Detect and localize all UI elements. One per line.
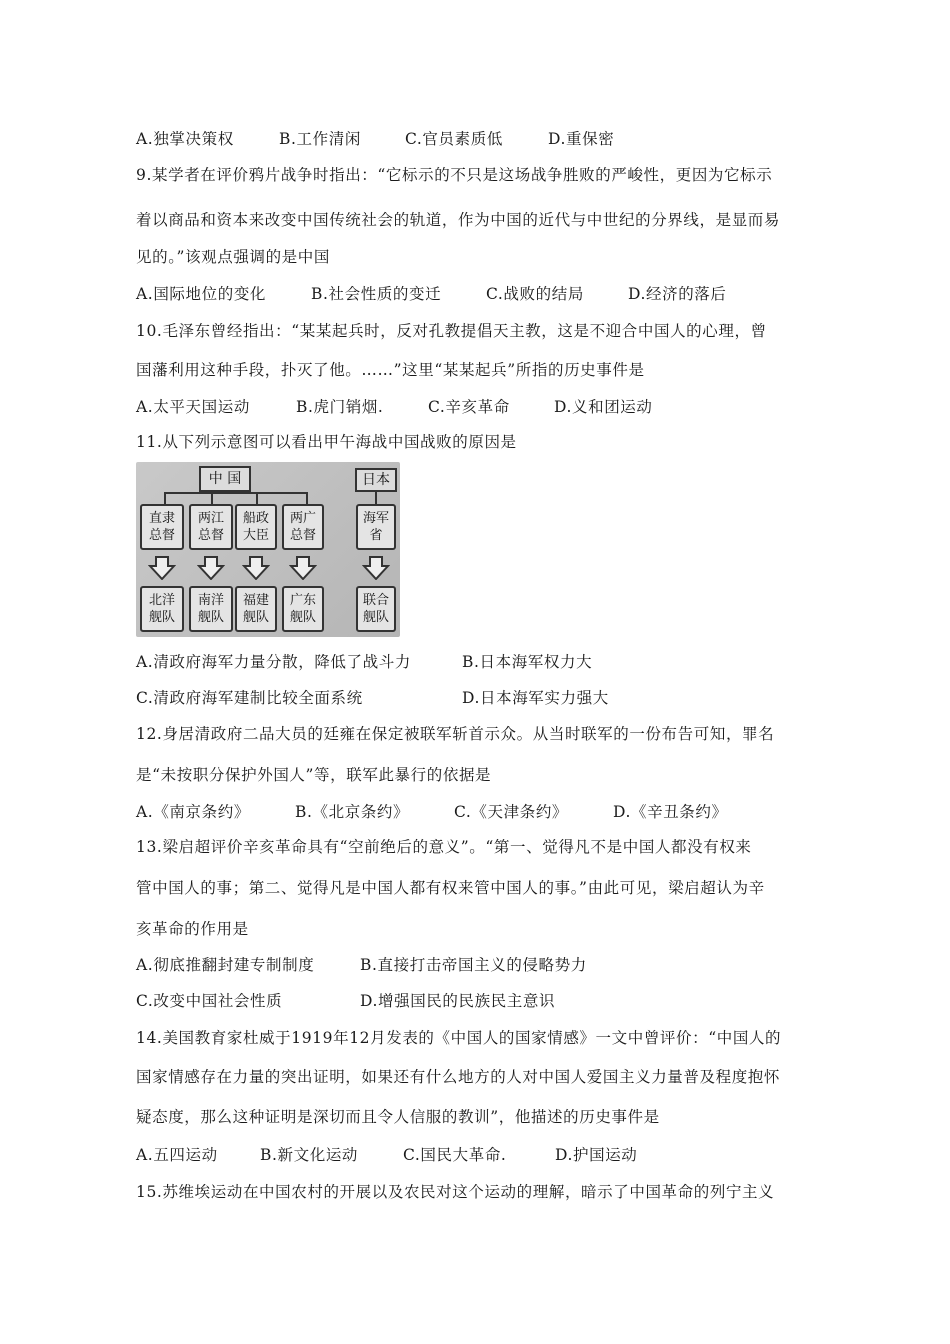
top-box-chuanzheng-line-1: 船政 — [242, 511, 269, 526]
q14-option-b: B.新文化运动 — [260, 1146, 359, 1164]
q15-line-1: 15.苏维埃运动在中国农村的开展以及农民对这个运动的理解，暗示了中国革命的列宁主义 — [136, 1183, 775, 1201]
top-box-haijunsheng-line-2: 省 — [369, 528, 383, 543]
q10-option-c: C.辛亥革命 — [428, 398, 510, 416]
bottom-box-nanyang-line-1: 南洋 — [197, 593, 224, 608]
top-box-haijunsheng — [356, 504, 396, 550]
q9-line-1: 9.某学者在评价鸦片战争时指出：“它标示的不只是这场战争胜败的严峻性，更因为它标示 — [136, 166, 773, 184]
q11-option-d: D.日本海军实力强大 — [462, 689, 609, 707]
bottom-box-nanyang-line-2: 舰队 — [197, 610, 224, 625]
q9-option-b: B.社会性质的变迁 — [311, 285, 442, 303]
q13-line-3: 亥革命的作用是 — [136, 920, 249, 938]
bottom-box-guangdong-line-2: 舰队 — [289, 610, 316, 625]
q13-option-b: B.直接打击帝国主义的侵略势力 — [360, 956, 587, 974]
top-box-lianguang-line-2: 总督 — [289, 528, 316, 543]
q14-line-3: 疑态度，那么这种证明是深切而且令人信服的教训”，他描述的历史事件是 — [136, 1108, 660, 1126]
q13-option-a: A.彻底推翻封建专制制度 — [136, 956, 315, 974]
q14-line-1: 14.美国教育家杜威于1919年12月发表的《中国人的国家情感》一文中曾评价：“中国人的 — [136, 1029, 782, 1047]
navy-structure-diagram — [136, 462, 400, 637]
q10-line-1: 10.毛泽东曾经指出：“某某起兵时，反对孔教提倡天主教，这是不迎合中国人的心理，曾 — [136, 322, 767, 340]
q8-options — [136, 127, 614, 149]
q12-option-a: A.《南京条约》 — [136, 803, 250, 821]
q8-option-c: C.官员素质低 — [405, 130, 503, 148]
q8-option-d: D.重保密 — [548, 130, 615, 148]
china-connector-bar — [164, 492, 308, 494]
top-box-lianguang — [282, 504, 324, 550]
q10-option-a: A.太平天国运动 — [136, 398, 250, 416]
q9-line-3: 见的。”该观点强调的是中国 — [136, 248, 330, 266]
bottom-box-lianhe-line-2: 舰队 — [362, 610, 389, 625]
down-arrow-icon — [242, 556, 270, 580]
china-label-box: 中 国 — [199, 466, 251, 492]
bottom-box-fujian-line-1: 福建 — [242, 593, 269, 608]
bottom-box-beiyang — [140, 586, 184, 632]
bottom-box-fujian — [235, 586, 277, 632]
bottom-box-nanyang — [189, 586, 233, 632]
top-box-zhili-line-2: 总督 — [148, 528, 175, 543]
q11-option-c: C.清政府海军建制比较全面系统 — [136, 689, 363, 707]
q9-line-2: 着以商品和资本来改变中国传统社会的轨道，作为中国的近代与中世纪的分界线，是显而易 — [136, 211, 781, 229]
q13-line-2: 管中国人的事；第二、觉得凡是中国人都有权来管中国人的事。”由此可见，梁启超认为辛 — [136, 879, 765, 897]
bottom-box-lianhe — [356, 586, 396, 632]
bottom-box-beiyang-line-1: 北洋 — [148, 593, 175, 608]
q11-options-row-1 — [136, 650, 592, 672]
q9-option-a: A.国际地位的变化 — [136, 285, 267, 303]
q8-option-b: B.工作清闲 — [279, 130, 361, 148]
q10-option-d: D.义和团运动 — [554, 398, 653, 416]
q14-options — [136, 1143, 637, 1165]
bottom-box-fujian-line-2: 舰队 — [242, 610, 269, 625]
q14-option-a: A.五四运动 — [136, 1146, 218, 1164]
top-box-lianguang-line-1: 两广 — [289, 511, 316, 526]
bottom-box-beiyang-line-2: 舰队 — [148, 610, 175, 625]
q9-option-c: C.战败的结局 — [486, 285, 584, 303]
top-box-zhili — [140, 504, 184, 550]
q14-option-d: D.护国运动 — [555, 1146, 638, 1164]
bottom-box-guangdong-line-1: 广东 — [289, 593, 316, 608]
q12-options — [136, 800, 728, 822]
top-box-haijunsheng-line-1: 海军 — [362, 511, 389, 526]
q13-options-row-1 — [136, 953, 587, 975]
top-box-chuanzheng — [235, 504, 277, 550]
down-arrow-icon — [148, 556, 176, 580]
top-box-liangjiang — [189, 504, 233, 550]
q12-option-b: B.《北京条约》 — [295, 803, 410, 821]
q12-option-c: C.《天津条约》 — [454, 803, 569, 821]
q11-line-1: 11.从下列示意图可以看出甲午海战中国战败的原因是 — [136, 433, 517, 451]
down-arrow-icon — [289, 556, 317, 580]
q11-option-a: A.清政府海军力量分散，降低了战斗力 — [136, 653, 411, 671]
bottom-box-lianhe-line-1: 联合 — [362, 593, 389, 608]
top-box-liangjiang-line-2: 总督 — [197, 528, 224, 543]
q9-options — [136, 282, 727, 304]
q8-option-a: A.独掌决策权 — [136, 130, 234, 148]
down-arrow-icon — [197, 556, 225, 580]
top-box-liangjiang-line-1: 两江 — [197, 511, 224, 526]
q12-option-d: D.《辛丑条约》 — [613, 803, 728, 821]
q10-option-b: B.虎门销烟. — [296, 398, 384, 416]
q13-line-1: 13.梁启超评价辛亥革命具有“空前绝后的意义”。“第一、觉得凡不是中国人都没有权来 — [136, 838, 752, 856]
q13-option-c: C.改变中国社会性质 — [136, 992, 283, 1010]
q14-option-c: C.国民大革命. — [403, 1146, 507, 1164]
q13-options-row-2 — [136, 989, 555, 1011]
q14-line-2: 国家情感存在力量的突出证明，如果还有什么地方的人对中国人爱国主义力量普及程度抱怀 — [136, 1068, 781, 1086]
japan-label-box: 日本 — [355, 468, 397, 492]
q10-line-2: 国藩利用这种手段，扑灭了他。……”这里“某某起兵”所指的历史事件是 — [136, 361, 645, 379]
q12-line-2: 是“未按职分保护外国人”等，联军此暴行的依据是 — [136, 766, 492, 784]
top-box-chuanzheng-line-2: 大臣 — [242, 528, 269, 543]
bottom-box-guangdong — [282, 586, 324, 632]
q11-option-b: B.日本海军权力大 — [462, 653, 593, 671]
q13-option-d: D.增强国民的民族民主意识 — [360, 992, 556, 1010]
q10-options — [136, 395, 653, 417]
q12-line-1: 12.身居清政府二品大员的廷雍在保定被联军斩首示众。从当时联军的一份布告可知，罪名 — [136, 725, 775, 743]
q9-option-d: D.经济的落后 — [628, 285, 727, 303]
top-box-zhili-line-1: 直隶 — [148, 511, 175, 526]
down-arrow-icon — [362, 556, 390, 580]
q11-options-row-2 — [136, 686, 609, 708]
